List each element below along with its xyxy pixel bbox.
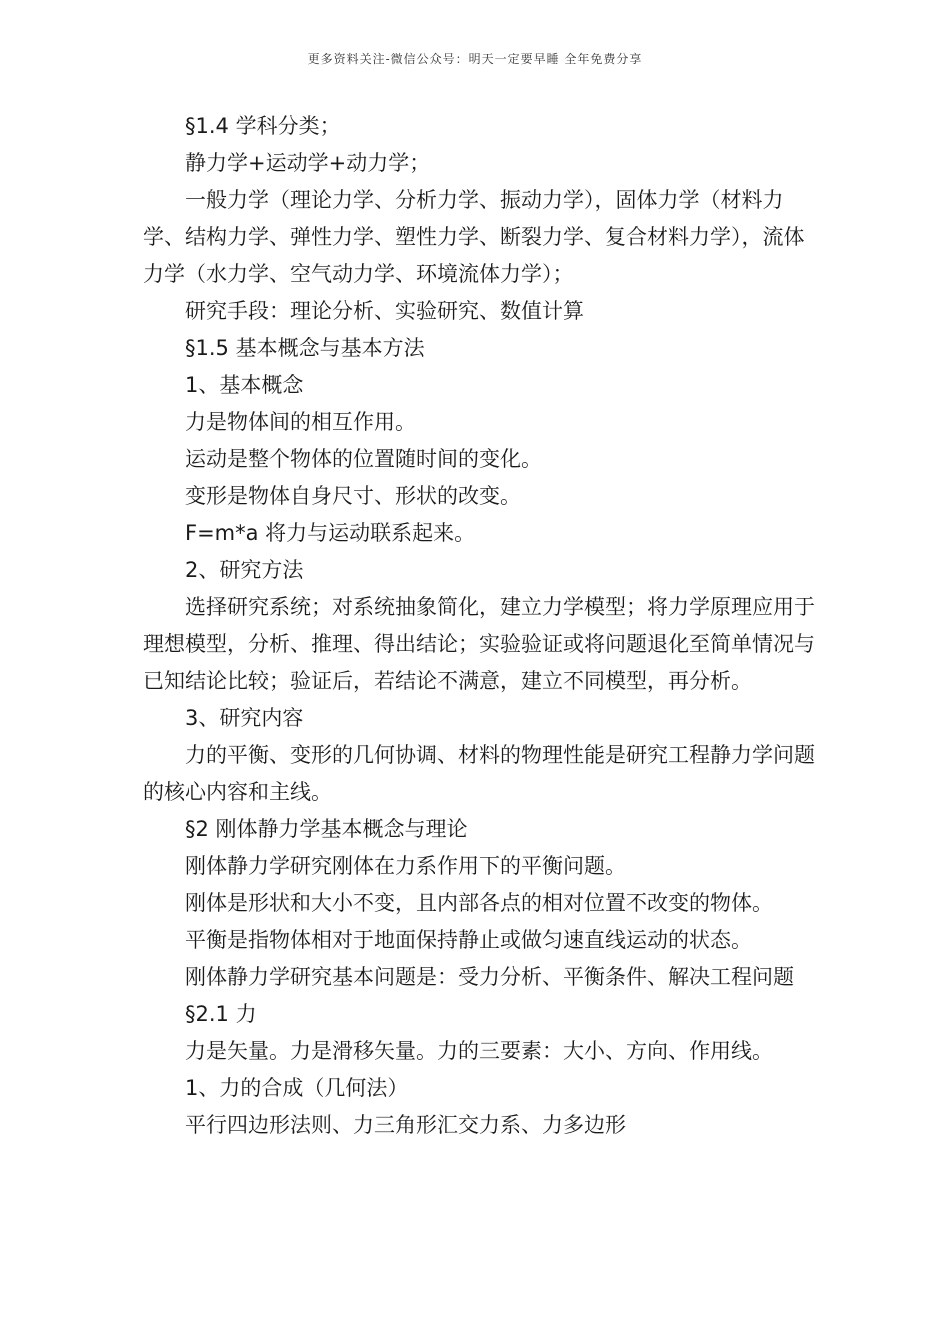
- paragraph: 静力学+运动学+动力学；: [185, 151, 431, 175]
- paragraph: 刚体静力学研究刚体在力系作用下的平衡问题。: [185, 854, 626, 878]
- paragraph: 力的平衡、变形的几何协调、材料的物理性能是研究工程静力学问题的核心内容和主线。: [143, 743, 815, 804]
- section-heading: §2.1 力: [185, 1002, 257, 1026]
- subsection-heading: 1、基本概念: [185, 373, 304, 397]
- paragraph: 力是物体间的相互作用。: [185, 410, 416, 434]
- section-heading: §2 刚体静力学基本概念与理论: [185, 817, 468, 841]
- section-heading: §1.5 基本概念与基本方法: [185, 336, 425, 360]
- paragraph: 刚体静力学研究基本问题是：受力分析、平衡条件、解决工程问题: [185, 965, 794, 989]
- subsection-heading: 1、力的合成（几何法）: [185, 1076, 409, 1100]
- paragraph: 选择研究系统；对系统抽象简化，建立力学模型；将力学原理应用于理想模型，分析、推理、得出结论；实验验证或将问题退化至简单情况与已知结论比较；验证后，若结论不满意，建立不同模型，再分析。: [143, 595, 815, 693]
- paragraph: 平行四边形法则、力三角形汇交力系、力多边形: [185, 1113, 626, 1137]
- paragraph: 刚体是形状和大小不变，且内部各点的相对位置不改变的物体。: [185, 891, 773, 915]
- subsection-heading: 2、研究方法: [185, 558, 304, 582]
- header-note: 更多资料关注-微信公众号：明天一定要早睡 全年免费分享: [307, 52, 643, 66]
- paragraph: 运动是整个物体的位置随时间的变化。: [185, 447, 542, 471]
- subsection-heading: 3、研究内容: [185, 706, 304, 730]
- paragraph: 平衡是指物体相对于地面保持静止或做匀速直线运动的状态。: [185, 928, 752, 952]
- paragraph: 力是矢量。力是滑移矢量。力的三要素：大小、方向、作用线。: [185, 1039, 773, 1063]
- paragraph: F=m*a 将力与运动联系起来。: [185, 521, 476, 545]
- paragraph: 变形是物体自身尺寸、形状的改变。: [185, 484, 521, 508]
- section-heading: §1.4 学科分类；: [185, 114, 341, 138]
- paragraph: 一般力学（理论力学、分析力学、振动力学），固体力学（材料力学、结构力学、弹性力学、塑性力学、断裂力学、复合材料力学），流体力学（水力学、空气动力学、环境流体力学）；: [143, 188, 805, 286]
- paragraph: 研究手段：理论分析、实验研究、数值计算: [185, 299, 584, 323]
- document-body: [143, 108, 823, 1144]
